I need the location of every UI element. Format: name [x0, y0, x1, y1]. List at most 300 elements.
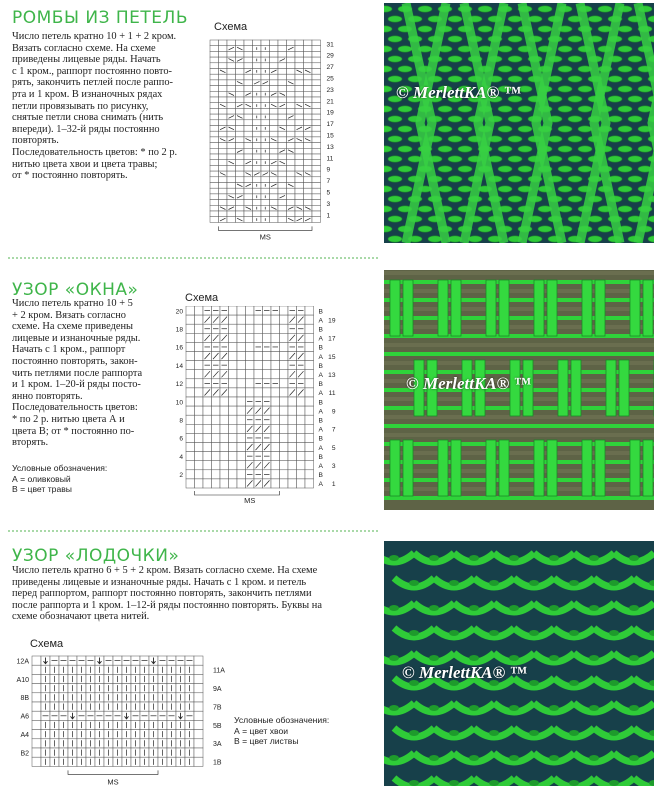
chart-cell	[194, 730, 203, 739]
chart-cell	[219, 143, 228, 149]
chart-cell	[236, 120, 245, 126]
chart-cell	[278, 205, 287, 211]
chart-cell	[261, 131, 270, 137]
knit-stitch	[448, 176, 462, 182]
chart-cell	[280, 397, 289, 406]
chart-cell	[253, 211, 262, 217]
chart-cell	[236, 126, 245, 132]
knit-stitch	[558, 186, 572, 192]
description-line: янно повторять.	[12, 390, 83, 402]
chart-cell	[280, 479, 289, 488]
window-column	[438, 280, 448, 336]
chart-cell	[220, 406, 229, 415]
chart-cell	[194, 720, 203, 729]
chart-cell	[288, 479, 297, 488]
knit-stitch	[618, 66, 632, 72]
knit-row	[384, 352, 654, 356]
section-divider	[8, 257, 378, 259]
chart-cell	[210, 69, 219, 75]
chart-cell	[186, 433, 195, 442]
chart-cell	[237, 433, 246, 442]
chart-cell	[278, 131, 287, 137]
knit-stitch	[628, 196, 642, 202]
knit-stitch	[558, 126, 572, 132]
description-line: Последовательность цветов: * по 2 р.	[12, 146, 178, 158]
chart-cell	[304, 154, 313, 160]
row-letter: A	[318, 353, 323, 361]
chart-cell	[287, 211, 296, 217]
description-line: петли провязывать по рисунку,	[12, 100, 149, 112]
chart-cell	[203, 424, 212, 433]
chart-cell	[186, 379, 195, 388]
chart-cell	[278, 200, 287, 206]
knit-stitch	[568, 136, 582, 142]
chart-cell	[263, 361, 272, 370]
knit-stitch	[388, 16, 402, 22]
chart-cell	[270, 46, 279, 52]
chart-cell	[295, 188, 304, 194]
chart-cell	[237, 415, 246, 424]
chart-cell	[244, 217, 253, 223]
ms-label: MS	[107, 777, 119, 787]
knit-stitch	[548, 156, 562, 162]
chart-cell	[312, 40, 321, 46]
row-number: 11	[328, 390, 336, 398]
chart-cell	[304, 148, 313, 154]
chart-cell	[295, 183, 304, 189]
chart-cell	[229, 415, 238, 424]
chart-cell	[280, 452, 289, 461]
chart-cell	[186, 315, 195, 324]
chart-cell	[288, 452, 297, 461]
row-number: 5	[331, 444, 336, 452]
knit-stitch	[578, 126, 592, 132]
knit-stitch	[558, 86, 572, 92]
knit-stitch	[618, 166, 632, 172]
knit-stitch	[388, 176, 402, 182]
chart-cell	[236, 69, 245, 75]
knit-stitch	[629, 705, 639, 711]
knit-stitch	[568, 36, 582, 42]
row-label: A10	[16, 676, 29, 684]
chart-cell	[32, 665, 41, 674]
chart-cell	[236, 40, 245, 46]
window-column	[486, 280, 496, 336]
window-column	[547, 280, 557, 336]
section2-chart-title: Схема	[185, 292, 219, 304]
knit-stitch	[458, 106, 472, 112]
chart-cell	[312, 86, 321, 92]
chart-cell	[186, 388, 195, 397]
chart-cell	[246, 370, 255, 379]
chart-cell	[261, 97, 270, 103]
chart-cell	[304, 183, 313, 189]
chart-cell	[219, 148, 228, 154]
chart-cell	[287, 188, 296, 194]
row-number: 11	[326, 155, 334, 163]
section3-photo	[384, 541, 654, 786]
legend-title: Условные обозначения:	[234, 715, 330, 725]
chart-cell	[280, 370, 289, 379]
chart-cell	[270, 97, 279, 103]
chart-cell	[278, 114, 287, 120]
chart-cell	[219, 97, 228, 103]
description-line: снятые петли снова снимать (нить	[12, 112, 164, 124]
chart-cell	[305, 397, 314, 406]
chart-cell	[295, 91, 304, 97]
ms-bracket	[219, 226, 313, 230]
knit-stitch	[558, 146, 572, 152]
window-column	[451, 440, 461, 496]
knit-stitch	[398, 66, 412, 72]
chart-cell	[312, 217, 321, 223]
chart-cell	[210, 143, 219, 149]
chart-cell	[287, 97, 296, 103]
chart-cell	[278, 63, 287, 69]
chart-cell	[278, 165, 287, 171]
chart-cell	[312, 91, 321, 97]
knit-stitch	[578, 146, 592, 152]
chart-cell	[287, 69, 296, 75]
knit-stitch	[409, 780, 419, 786]
description-line: повторять.	[12, 135, 59, 147]
chart-cell	[280, 415, 289, 424]
knit-row	[384, 460, 654, 464]
chart-cell	[253, 108, 262, 114]
chart-cell	[244, 154, 253, 160]
chart-cell	[237, 452, 246, 461]
knit-stitch	[538, 226, 552, 232]
knit-stitch	[469, 605, 479, 611]
chart-cell	[280, 461, 289, 470]
chart-cell	[194, 757, 203, 766]
row-number: 14	[175, 362, 183, 370]
chart-cell	[195, 324, 204, 333]
chart-cell	[220, 461, 229, 470]
chart-cell	[244, 177, 253, 183]
knit-stitch	[429, 605, 439, 611]
knit-stitch	[509, 755, 519, 761]
chart-cell	[229, 324, 238, 333]
chart-cell	[227, 171, 236, 177]
chart-cell	[261, 63, 270, 69]
chart-cell	[271, 461, 280, 470]
chart-cell	[194, 711, 203, 720]
knit-stitch	[568, 216, 582, 222]
chart-cell	[186, 461, 195, 470]
chart-cell	[312, 211, 321, 217]
chart-cell	[271, 415, 280, 424]
chart-cell	[297, 452, 306, 461]
knit-stitch	[508, 216, 522, 222]
chart-cell	[280, 379, 289, 388]
chart-cell	[229, 406, 238, 415]
description-line: после раппорта и 1 кром. 1–12-й ряды постоянно повторять. Буквы на	[12, 599, 322, 611]
chart-cell	[195, 406, 204, 415]
row-number: 7	[331, 426, 336, 434]
chart-cell	[304, 200, 313, 206]
chart-cell	[295, 154, 304, 160]
chart-cell	[287, 126, 296, 132]
chart-cell	[212, 415, 221, 424]
chart-cell	[210, 194, 219, 200]
knit-stitch	[448, 16, 462, 22]
chart-cell	[236, 143, 245, 149]
chart-cell	[220, 424, 229, 433]
chart-cell	[271, 388, 280, 397]
chart-cell	[312, 63, 321, 69]
chart-cell	[312, 126, 321, 132]
chart-cell	[278, 211, 287, 217]
chart-cell	[278, 143, 287, 149]
window-column	[547, 440, 557, 496]
knit-stitch	[389, 655, 399, 661]
chart-cell	[203, 452, 212, 461]
knit-stitch	[608, 136, 622, 142]
chart-cell	[305, 479, 314, 488]
chart-cell	[236, 160, 245, 166]
chart-cell	[254, 352, 263, 361]
chart-cell	[270, 131, 279, 137]
knit-stitch	[629, 755, 639, 761]
chart-cell	[304, 211, 313, 217]
chart-cell	[271, 352, 280, 361]
chart-cell	[210, 148, 219, 154]
knit-stitch	[609, 630, 619, 636]
chart-cell	[280, 424, 289, 433]
description-line: и 1 кром. 1–20-й ряды посто-	[12, 379, 141, 391]
chart-cell	[237, 333, 246, 342]
description-line: Число петель кратно 10 + 1 + 2 кром.	[12, 31, 177, 42]
chart-cell	[244, 108, 253, 114]
chart-cell	[312, 46, 321, 52]
chart-cell	[253, 40, 262, 46]
legend-item: А = оливковый	[12, 473, 71, 484]
chart-cell	[186, 306, 195, 315]
chart-cell	[278, 108, 287, 114]
chart-cell	[261, 154, 270, 160]
knit-stitch	[448, 196, 462, 202]
chart-cell	[254, 315, 263, 324]
knit-row	[384, 478, 654, 482]
chart-cell	[287, 63, 296, 69]
chart-cell	[210, 211, 219, 217]
chart-cell	[219, 40, 228, 46]
chart-cell	[195, 433, 204, 442]
knit-stitch	[449, 580, 459, 586]
chart-cell	[270, 154, 279, 160]
knit-stitch	[569, 730, 579, 736]
section3-chart	[8, 650, 226, 790]
chart-cell	[312, 194, 321, 200]
chart-cell	[304, 40, 313, 46]
chart-cell	[212, 470, 221, 479]
chart-cell	[212, 406, 221, 415]
row-letter: A	[318, 390, 323, 398]
chart-cell	[227, 200, 236, 206]
chart-cell	[287, 177, 296, 183]
chart-cell	[270, 126, 279, 132]
knit-stitch	[448, 116, 462, 122]
chart-cell	[270, 57, 279, 63]
knit-stitch	[618, 86, 632, 92]
chart-cell	[254, 370, 263, 379]
knit-stitch	[589, 655, 599, 661]
chart-cell	[295, 165, 304, 171]
knit-stitch	[569, 580, 579, 586]
chart-cell	[210, 74, 219, 80]
chart-cell	[186, 397, 195, 406]
chart-cell	[186, 342, 195, 351]
chart-cell	[32, 702, 41, 711]
chart-cell	[304, 160, 313, 166]
row-number: 23	[326, 86, 334, 94]
knit-stitch	[508, 176, 522, 182]
description-line: постоянно повторять, закон-	[12, 355, 138, 367]
chart-cell	[236, 97, 245, 103]
chart-cell	[253, 51, 262, 57]
chart-cell	[203, 443, 212, 452]
chart-cell	[253, 177, 262, 183]
chart-cell	[210, 40, 219, 46]
legend-title: Условные обозначения:	[12, 463, 108, 473]
chart-cell	[305, 424, 314, 433]
chart-cell	[270, 165, 279, 171]
chart-cell	[305, 315, 314, 324]
chart-cell	[287, 91, 296, 97]
chart-cell	[220, 433, 229, 442]
chart-cell	[210, 114, 219, 120]
row-label: 8B	[20, 695, 29, 703]
chart-cell	[203, 406, 212, 415]
knit-stitch	[438, 66, 452, 72]
knit-stitch	[568, 116, 582, 122]
chart-cell	[261, 200, 270, 206]
chart-cell	[186, 324, 195, 333]
knit-stitch	[489, 580, 499, 586]
row-number: 31	[326, 41, 334, 49]
description-line: приведены лицевые ряды. Начать	[12, 54, 161, 66]
description-line: Последовательность цветов:	[12, 402, 138, 414]
knit-stitch	[469, 755, 479, 761]
knit-stitch	[389, 755, 399, 761]
knit-stitch	[558, 66, 572, 72]
chart-cell	[297, 433, 306, 442]
section-divider	[8, 530, 378, 532]
knit-stitch	[418, 206, 432, 212]
chart-cell	[237, 479, 246, 488]
chart-cell	[280, 443, 289, 452]
knit-row	[384, 307, 654, 311]
chart-cell	[244, 63, 253, 69]
chart-cell	[288, 433, 297, 442]
chart-cell	[236, 86, 245, 92]
chart-cell	[254, 333, 263, 342]
chart-cell	[203, 433, 212, 442]
knit-stitch	[458, 166, 472, 172]
window-column	[534, 440, 544, 496]
chart-cell	[261, 108, 270, 114]
chart-cell	[244, 86, 253, 92]
knit-stitch	[588, 236, 602, 242]
chart-cell	[210, 108, 219, 114]
chart-cell	[210, 183, 219, 189]
chart-cell	[297, 424, 306, 433]
chart-cell	[261, 165, 270, 171]
chart-cell	[270, 80, 279, 86]
knit-stitch	[629, 555, 639, 561]
chart-cell	[203, 470, 212, 479]
knit-row	[384, 280, 654, 284]
chart-cell	[295, 74, 304, 80]
knit-stitch	[428, 236, 442, 242]
chart-cell	[219, 165, 228, 171]
row-number: 4	[179, 453, 183, 461]
knit-stitch	[498, 106, 512, 112]
chart-cell	[278, 40, 287, 46]
chart-cell	[244, 148, 253, 154]
chart-cell	[195, 379, 204, 388]
section1-watermark: © MerlettKA® ™	[396, 83, 521, 102]
chart-cell	[212, 424, 221, 433]
knit-stitch	[388, 136, 402, 142]
knit-stitch	[458, 126, 472, 132]
row-label: 12A	[16, 658, 29, 666]
chart-cell	[263, 324, 272, 333]
chart-cell	[195, 452, 204, 461]
knit-stitch	[478, 206, 492, 212]
knit-stitch	[448, 136, 462, 142]
knit-stitch	[588, 16, 602, 22]
row-letter: B	[318, 453, 323, 461]
chart-cell	[270, 120, 279, 126]
row-label: 1B	[213, 759, 222, 767]
chart-cell	[312, 51, 321, 57]
knit-stitch	[628, 56, 642, 62]
knit-stitch	[518, 146, 532, 152]
chart-cell	[295, 97, 304, 103]
chart-cell	[295, 63, 304, 69]
chart-cell	[287, 120, 296, 126]
chart-cell	[237, 315, 246, 324]
knit-stitch	[518, 106, 532, 112]
row-letter: A	[318, 408, 323, 416]
chart-cell	[263, 352, 272, 361]
chart-cell	[270, 148, 279, 154]
row-number: 17	[326, 121, 334, 129]
knit-stitch	[629, 605, 639, 611]
chart-cell	[312, 97, 321, 103]
chart-cell	[237, 379, 246, 388]
knit-stitch	[589, 555, 599, 561]
chart-cell	[287, 160, 296, 166]
row-letter: B	[318, 308, 323, 316]
chart-cell	[304, 51, 313, 57]
chart-cell	[270, 51, 279, 57]
ms-label: MS	[259, 232, 271, 240]
knit-stitch	[528, 236, 542, 242]
chart-cell	[271, 361, 280, 370]
window-column	[534, 280, 544, 336]
description-line: лицевые и изнаночные ряды.	[12, 332, 141, 344]
chart-cell	[236, 200, 245, 206]
chart-cell	[295, 114, 304, 120]
section1-title: РОМБЫ ИЗ ПЕТЕЛЬ	[12, 8, 188, 28]
chart-cell	[271, 397, 280, 406]
knit-stitch	[608, 96, 622, 102]
chart-cell	[212, 397, 221, 406]
chart-cell	[280, 306, 289, 315]
